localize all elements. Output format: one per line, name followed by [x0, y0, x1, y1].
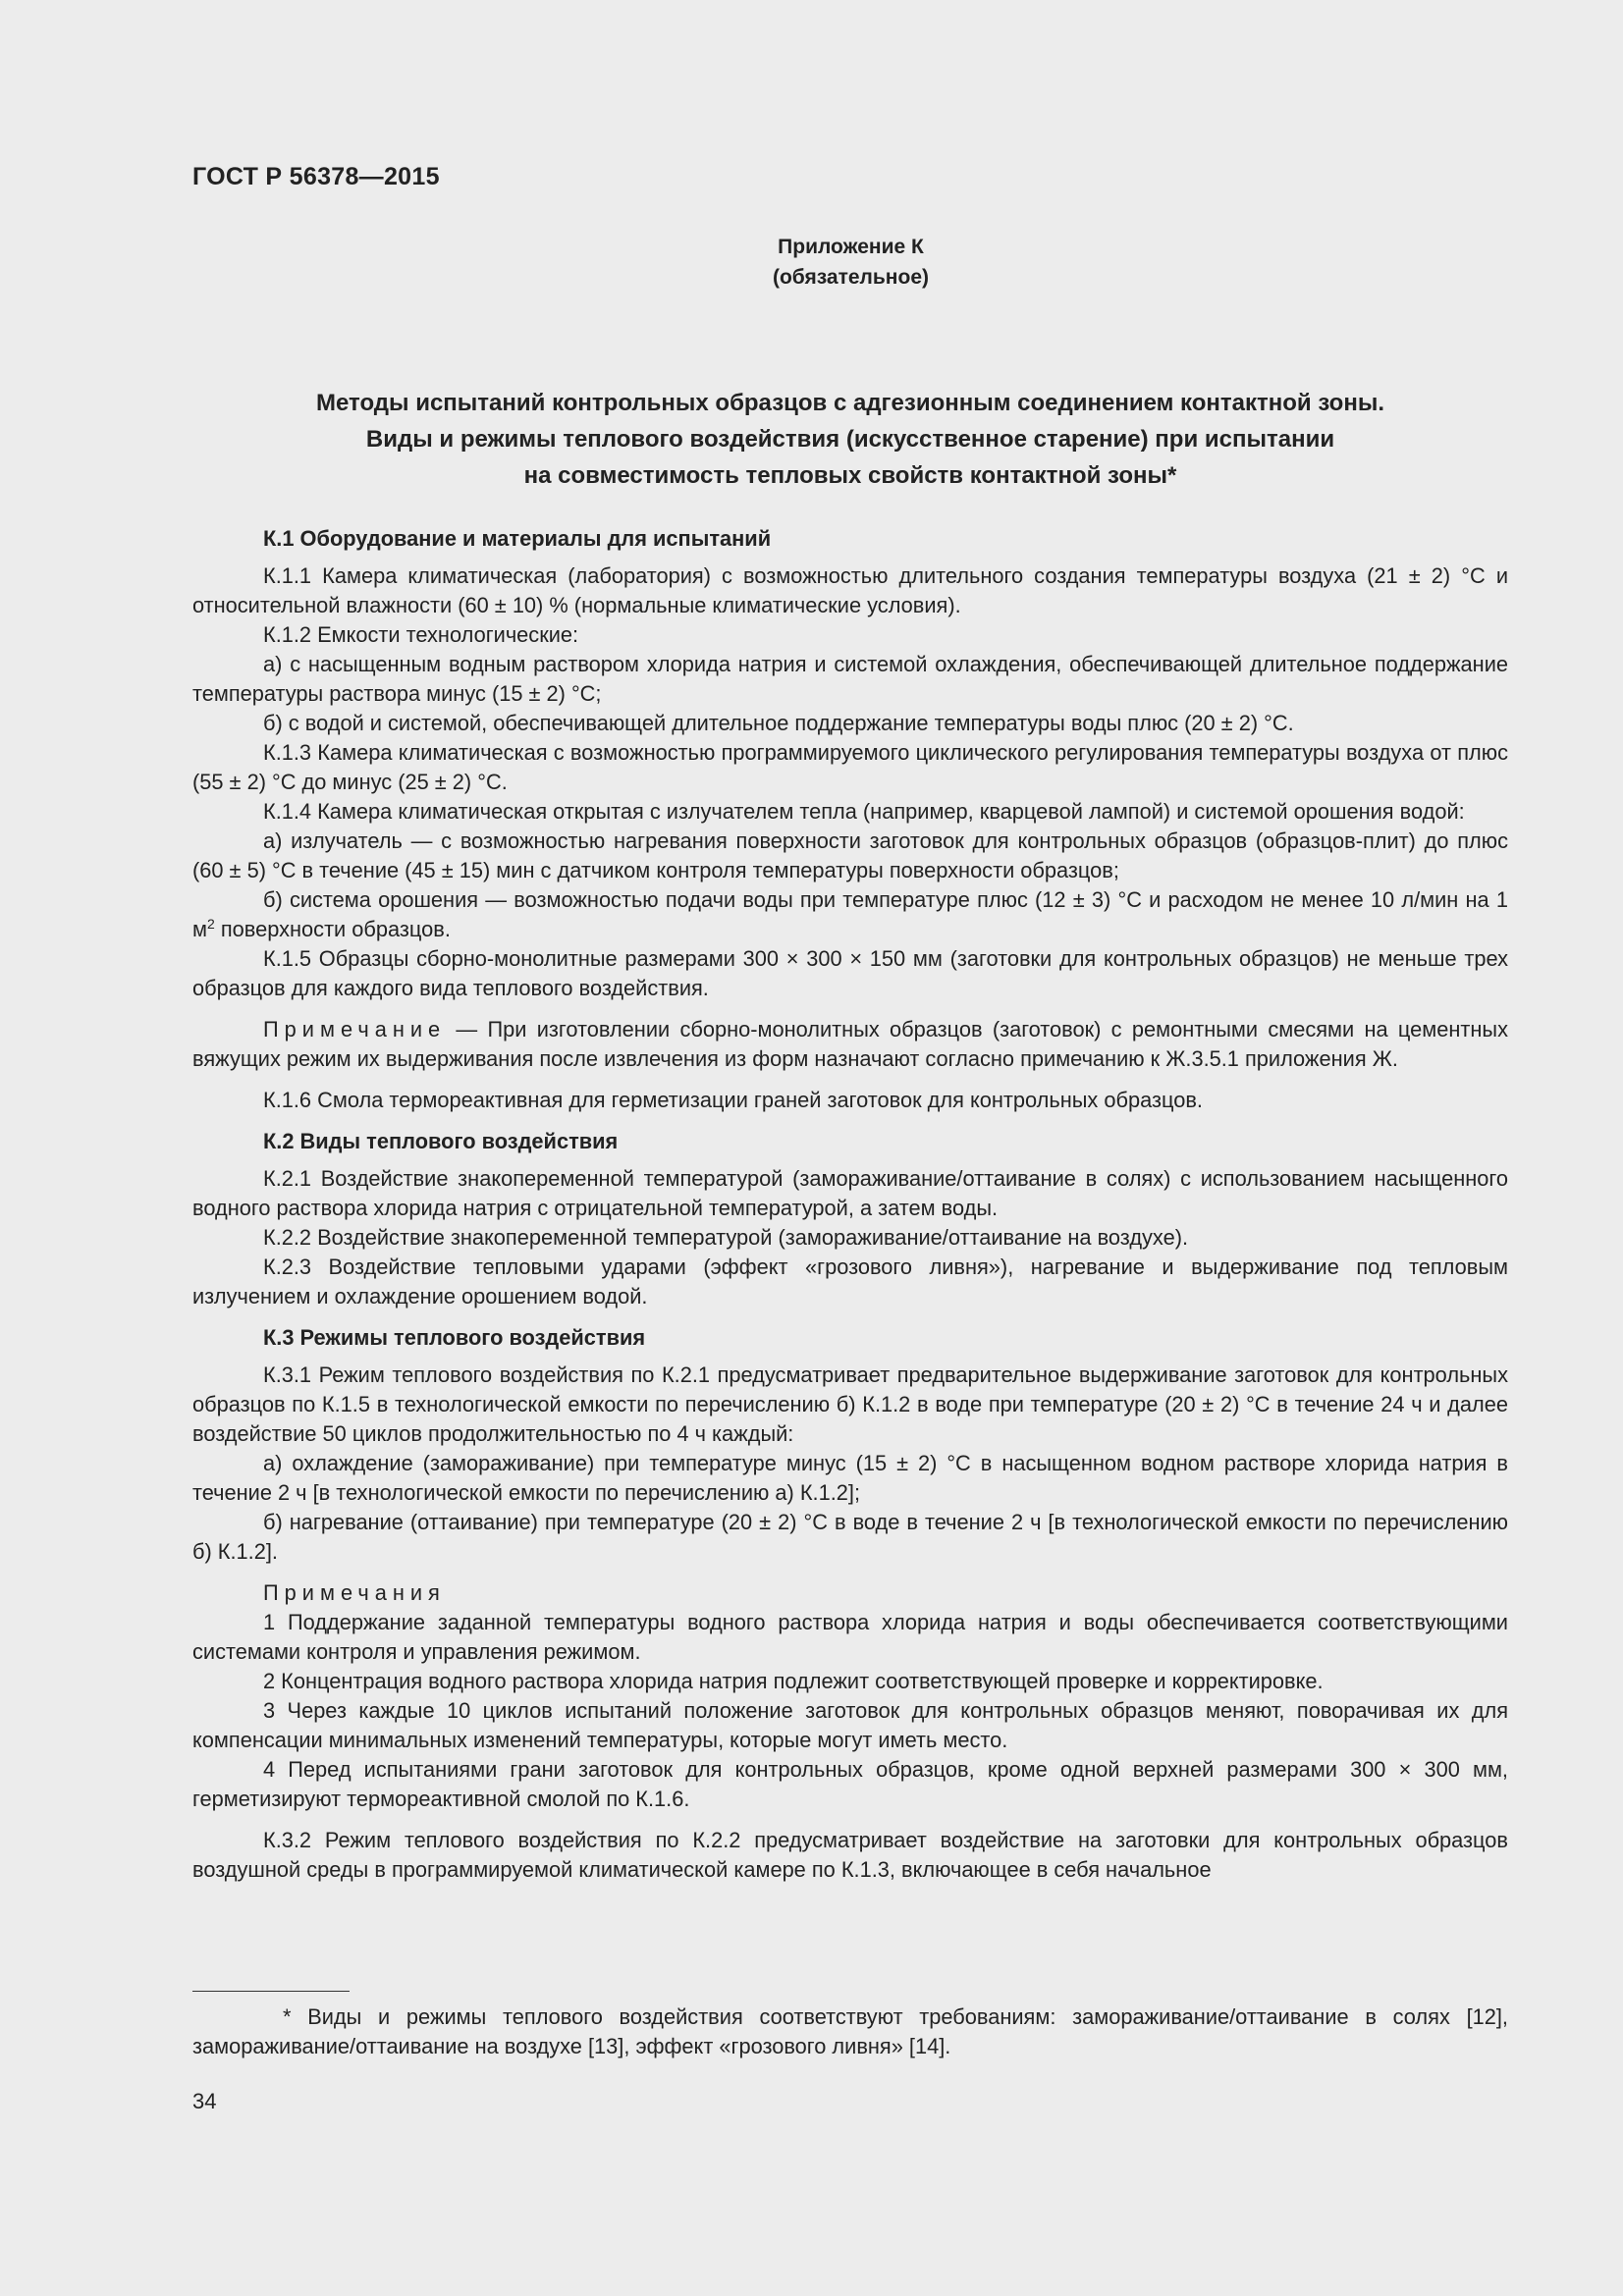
- annex-status: (обязательное): [772, 266, 929, 289]
- list-item-k1-4b: [192, 885, 1508, 944]
- title-line: Методы испытаний контрольных образцов с адгезионным соединением контактной зоны.: [316, 390, 1384, 416]
- section-heading-k3: К.3 Режимы теплового воздействия: [263, 1325, 646, 1350]
- paragraph-k2-1: К.2.1 Воздействие знакопеременной температурой (замораживание/оттаивание в солях) с использованием насыщенного водного раствора хлорида натрия с отрицательной температурой, а затем воды.: [192, 1166, 1508, 1220]
- paragraph-k2-3: К.2.3 Воздействие тепловыми ударами (эффект «грозового ливня»), нагревание и выдерживание под тепловым излучением и охлаждение орошением водой.: [192, 1255, 1508, 1308]
- note-item-4: 4 Перед испытаниями грани заготовок для контрольных образцов, кроме одной верхней размерами 300 × 300 мм, герметизируют термореактивной смолой по К.1.6.: [192, 1757, 1508, 1811]
- document-title: [192, 385, 1508, 494]
- list-item-k1-2b: б) с водой и системой, обеспечивающей длительное поддержание температуры воды плюс (20 ± 2) °С.: [263, 711, 1294, 735]
- paragraph-k3-1: К.3.1 Режим теплового воздействия по К.2.1 предусматривает предварительное выдерживание заготовок для контрольных образцов по К.1.5 в технологической емкости по перечислению б) К.1.2 в воде при температуре (20 ± 2) °С в течение 24 ч и далее воздействие 50 циклов продолжительностью по 4 ч каждый:: [192, 1362, 1508, 1446]
- note-label: Примечание: [263, 1017, 447, 1041]
- list-item-k1-4a: а) излучатель — с возможностью нагревания поверхности заготовок для контрольных образцов (образцов-плит) до плюс (60 ± 5) °С в течение (45 ± 15) мин с датчиком контроля температуры поверхности образцов;: [192, 828, 1508, 882]
- footnote: * Виды и режимы теплового воздействия соответствуют требованиям: замораживание/оттаивание в солях [12], замораживание/оттаивание на воздухе [13], эффект «грозового ливня» [14].: [192, 2004, 1508, 2058]
- standard-code: ГОСТ Р 56378—2015: [192, 163, 440, 190]
- note-k1: [192, 1015, 1508, 1074]
- notes-label: Примечания: [263, 1580, 446, 1605]
- list-item-k3-1a: а) охлаждение (замораживание) при температуре минус (15 ± 2) °С в насыщенном водном растворе хлорида натрия в течение 2 ч [в технологической емкости по перечислению а) К.1.2];: [192, 1451, 1508, 1505]
- paragraph-k1-1: К.1.1 Камера климатическая (лаборатория) с возможностью длительного создания температуры воздуха (21 ± 2) °С и относительной влажности (60 ± 10) % (нормальные климатические условия).: [192, 563, 1508, 617]
- text-fragment: поверхности образцов.: [214, 917, 451, 941]
- paragraph-k1-2: К.1.2 Емкости технологические:: [263, 622, 579, 647]
- note-item-3: 3 Через каждые 10 циклов испытаний положение заготовок для контрольных образцов меняют, поворачивая их для компенсации минимальных изменений температуры, которые могут иметь место.: [192, 1698, 1508, 1752]
- title-line: Виды и режимы теплового воздействия (искусственное старение) при испытании: [365, 426, 1335, 453]
- section-heading-k2: К.2 Виды теплового воздействия: [263, 1129, 619, 1153]
- paragraph-k2-2: К.2.2 Воздействие знакопеременной температурой (замораживание/оттаивание на воздухе).: [263, 1225, 1189, 1250]
- annex-header: [0, 232, 1623, 293]
- paragraph-k3-2: К.3.2 Режим теплового воздействия по К.2.2 предусматривает воздействие на заготовки для контрольных образцов воздушной среды в программируемой климатической камере по К.1.3, включающее в себя начальное: [192, 1828, 1508, 1882]
- paragraph-k1-4: К.1.4 Камера климатическая открытая с излучателем тепла (например, кварцевой лампой) и системой орошения водой:: [263, 799, 1465, 824]
- note-item-1: 1 Поддержание заданной температуры водного раствора хлорида натрия и воды обеспечивается соответствующими системами контроля и управления режимом.: [192, 1610, 1508, 1664]
- paragraph-k1-3: К.1.3 Камера климатическая с возможностью программируемого циклического регулирования температуры воздуха от плюс (55 ± 2) °С до минус (25 ± 2) °С.: [192, 740, 1508, 794]
- section-heading-k1: К.1 Оборудование и материалы для испытаний: [263, 526, 772, 551]
- note-item-2: 2 Концентрация водного раствора хлорида натрия подлежит соответствующей проверке и корректировке.: [263, 1669, 1324, 1693]
- paragraph-k1-5: К.1.5 Образцы сборно-монолитные размерами 300 × 300 × 150 мм (заготовки для контрольных образцов) не меньше трех образцов для каждого вида теплового воздействия.: [192, 946, 1508, 1000]
- note-text: — При изготовлении сборно-монолитных образцов (заготовок) с ремонтными смесями на цементных вяжущих режим их выдерживания после извлечения из форм назначают согласно примечанию к Ж.3.5.1 приложения Ж.: [192, 1017, 1508, 1071]
- footnote-divider: [192, 1991, 350, 1992]
- text-fragment: б) система орошения — возможностью подачи воды при температуре плюс (12 ± 3) °С и расходом не менее 10 л/мин на 1 м: [192, 887, 1508, 941]
- document-body: [192, 524, 1508, 1885]
- list-item-k3-1b: б) нагревание (оттаивание) при температуре (20 ± 2) °С в воде в течение 2 ч [в технологической емкости по перечислению б) К.1.2].: [192, 1510, 1508, 1564]
- page-number: 34: [192, 2089, 217, 2113]
- annex-title: Приложение К: [778, 236, 924, 258]
- superscript: 2: [207, 916, 215, 932]
- title-line: на совместимость тепловых свойств контактной зоны*: [523, 462, 1177, 489]
- list-item-k1-2a: а) с насыщенным водным раствором хлорида натрия и системой охлаждения, обеспечивающей длительное поддержание температуры раствора минус (15 ± 2) °С;: [192, 652, 1508, 706]
- paragraph-k1-6: К.1.6 Смола термореактивная для герметизации граней заготовок для контрольных образцов.: [263, 1088, 1203, 1112]
